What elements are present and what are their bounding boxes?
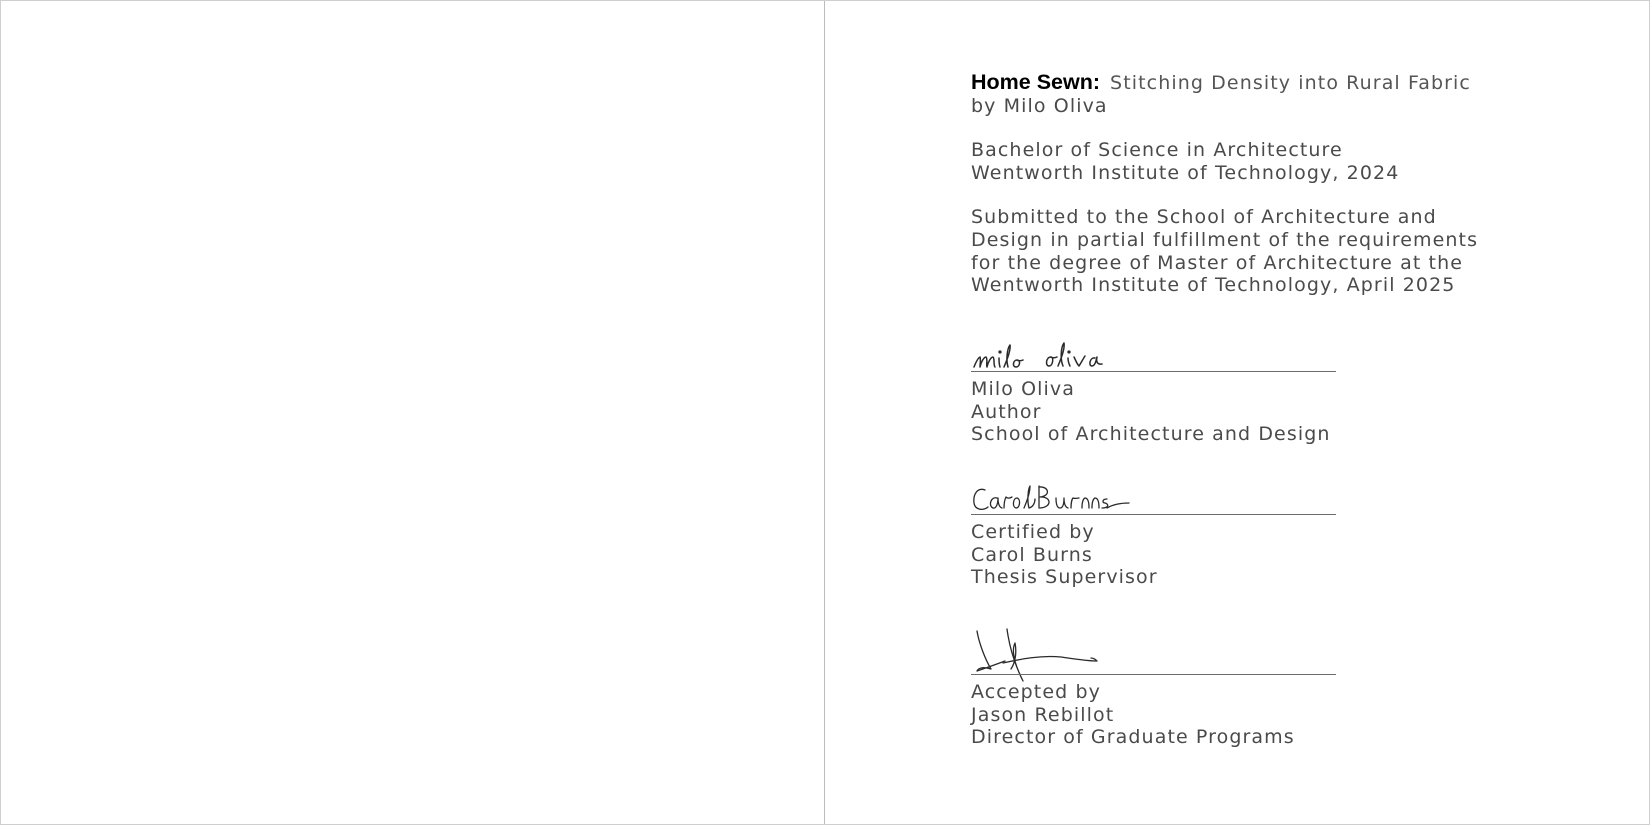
title-page-text <box>971 71 1511 297</box>
prior-degree-line: Bachelor of Science in Architecture <box>971 139 1343 162</box>
signature-line <box>971 371 1336 372</box>
prior-degree-line: Wentworth Institute of Technology, 2024 <box>971 161 1400 184</box>
signer-role: Author <box>971 400 1042 423</box>
supervisor-signature-block <box>971 459 1371 589</box>
director-signature-block <box>971 619 1371 749</box>
author-signature-area <box>971 316 1336 372</box>
author-signature-block <box>971 316 1371 446</box>
submission-statement-line: for the degree of Master of Architecture at the <box>971 251 1464 274</box>
director-signature-image <box>971 619 1336 675</box>
thesis-title-bold: Home Sewn: <box>971 70 1101 94</box>
submission-statement-line: Submitted to the School of Architecture and <box>971 206 1437 229</box>
author-byline: by Milo Oliva <box>971 94 1108 117</box>
signer-department: School of Architecture and Design <box>971 423 1331 446</box>
spacer <box>971 117 1511 139</box>
signer-action: Certified by <box>971 521 1095 543</box>
thesis-subtitle: Stitching Density into Rural Fabric <box>1110 72 1471 94</box>
supervisor-signature-area <box>971 459 1336 515</box>
director-signature-caption <box>971 681 1371 749</box>
title-page <box>825 1 1649 824</box>
author-signature-image <box>971 316 1336 372</box>
submission-statement-line: Wentworth Institute of Technology, April 2025 <box>971 274 1456 297</box>
left-blank-page <box>1 1 824 824</box>
spacer <box>971 184 1511 206</box>
signer-name: Carol Burns <box>971 543 1093 566</box>
signer-role: Thesis Supervisor <box>971 566 1158 589</box>
supervisor-signature-caption <box>971 521 1371 589</box>
thesis-title <box>971 71 1511 95</box>
signer-name: Jason Rebillot <box>971 703 1115 726</box>
director-signature-area <box>971 619 1336 675</box>
submission-statement-line: Design in partial fulfillment of the requirements <box>971 228 1479 251</box>
supervisor-signature-image <box>971 459 1336 515</box>
signature-line <box>971 674 1336 675</box>
author-signature-caption <box>971 378 1371 446</box>
signer-action: Accepted by <box>971 681 1101 703</box>
signature-line <box>971 514 1336 515</box>
signer-name: Milo Oliva <box>971 378 1076 400</box>
signer-role: Director of Graduate Programs <box>971 726 1295 749</box>
